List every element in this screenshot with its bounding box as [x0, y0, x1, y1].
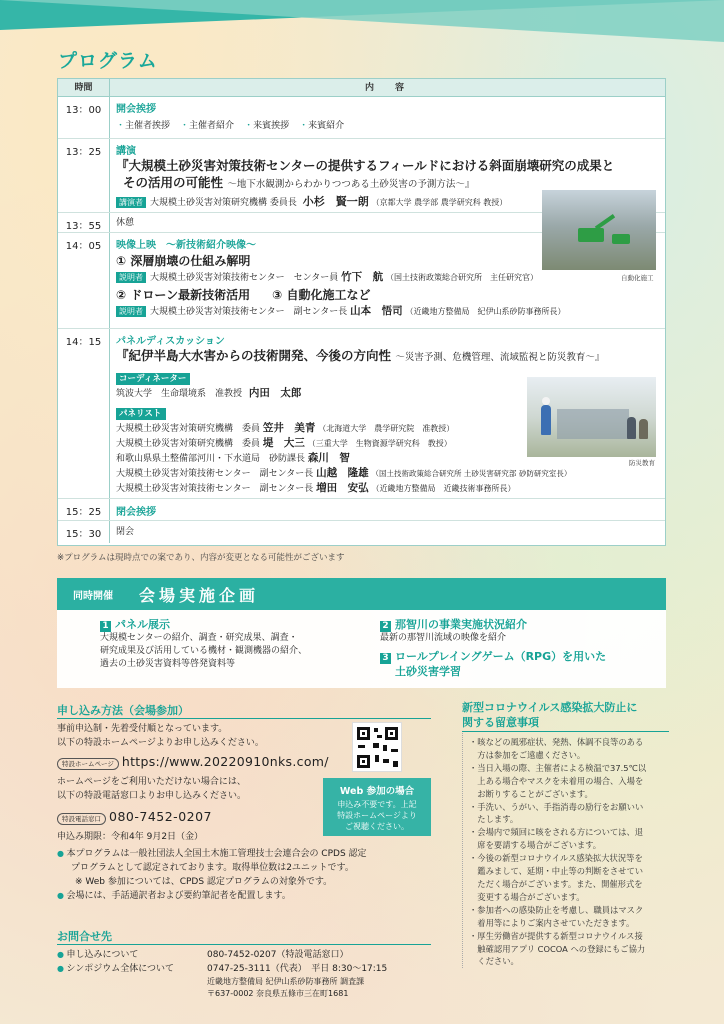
- event-item-2: 2 那智川の事業実施状況紹介: [380, 616, 527, 632]
- panelist: 大規模土砂災害対策研究機構 委員 笠井 美青 （北海道大学 農学研究院 准教授）: [116, 422, 455, 434]
- apply-tel-line: 特設電話窓口 080-7452-0207: [57, 810, 212, 826]
- opening-items: ・ 主催者挨拶・ 主催者紹介・ 来賓挨拶・ 来賓紹介: [116, 119, 659, 133]
- table-row: 14：05 映像上映 ～新技術紹介映像～ ① 深層崩壊の仕組み解明 説明者 大規模土砂災害対策技術センター センター員 竹下 航 （国土技術政策総合研究所 主任研究官） ② ドローン最新技術活用 ③ 自動化施工など 説明者 大規模土砂災害対策技術センター 副センター長 山本 悟司 （近畿地方整備局 紀伊山系砂防事務所長）: [58, 233, 665, 329]
- header-content: 内 容: [364, 83, 410, 93]
- panelist: 大規模土砂災害対策技術センター 副センター長 山越 隆雄 （国土技術政策総合研究所 土砂災害研究部 砂防研究室長）: [116, 467, 572, 479]
- row-label: 閉会挨拶: [116, 507, 156, 518]
- education-photo: [527, 377, 656, 457]
- apply-url-line: 特設ホームページ https://www.20220910nks.com/: [57, 755, 329, 771]
- panelist-tag: パネリスト: [116, 408, 166, 420]
- coordinator-tag: コーディネーター: [116, 373, 190, 385]
- table-row: 13：25 講演 『大規模土砂災害対策技術センターの提供するフィールドにおける斜面崩壊研究の成果と その活用の可能性 ～地下水観測からわかりつつある土砂災害の予測方法～』 講演者 大規模土砂災害対策研究機構 委員長 小杉 賢一朗 （京都大学 農学部 農学研究科 教授）: [58, 139, 665, 213]
- row-time: 13：00: [58, 97, 110, 138]
- row-time: 13：55: [58, 213, 110, 232]
- panelist: 和歌山県県土整備部河川・下水道局 砂防課長 森川 智: [116, 452, 350, 464]
- program-table-header: [58, 79, 665, 97]
- table-row: [58, 521, 665, 543]
- row-label: 休憩: [116, 218, 135, 228]
- apply-deadline: 申込み期限：令和4年 9月2日（金）: [57, 832, 204, 842]
- row-label: 閉会: [116, 527, 135, 537]
- coordinator: 筑波大学 生命環境系 准教授 内田 太郎: [116, 387, 302, 399]
- video-item-2-3: ② ドローン最新技術活用 ③ 自動化施工など: [116, 288, 371, 302]
- lecturer: 講演者 大規模土砂災害対策研究機構 委員長 小杉 賢一朗 （京都大学 農学部 農学研究科 教授）: [116, 195, 659, 210]
- event-item-3: 3 ロールプレイングゲーム（RPG）を用いた 土砂災害学習: [380, 649, 606, 679]
- lecture-title: 『大規模土砂災害対策技術センターの提供するフィールドにおける斜面崩壊研究の成果と: [116, 158, 615, 173]
- row-label: 講演: [116, 146, 136, 157]
- event-item-1: 1 パネル展示: [100, 616, 170, 632]
- apply-lines2: ホームページをご利用いただけない場合には、 以下の特設電話窓口よりお申し込みください。: [57, 777, 247, 801]
- apply-bullets: ● 本プログラムは一般社団法人全国土木施工管理技士会連合会の CPDS 認定 プログラムとして認定されております。取得単位数は2ユニットです。 ※ Web 参加については、CPDS 認定プログラムの対象外です。 ● 会場には、手話通訳者および要約筆記者を配置します。: [57, 847, 367, 903]
- photo-caption: 自動化施工: [621, 274, 654, 282]
- program-title: プログラム: [58, 50, 158, 72]
- web-title: Web 参加の場合: [339, 786, 415, 797]
- web-participation-box: [323, 778, 431, 836]
- row-time: 15：25: [58, 499, 110, 520]
- program-table: [57, 78, 666, 546]
- event-title: 会場実施企画: [139, 586, 260, 605]
- video-item-1: ① 深層崩壊の仕組み解明: [116, 254, 251, 268]
- row-time: 15：30: [58, 521, 110, 543]
- event-item-1-desc: 大規模センターの紹介、調査・研究成果、調査・ 研究成果及び活用している機材・観測機器の紹介、 過去の土砂災害資料等啓発資料等: [100, 633, 308, 669]
- table-row: [58, 499, 665, 521]
- web-lines: 申込み不要です。上記 特設ホームページより ご視聴ください。: [337, 800, 417, 831]
- photo-caption: 防災教育: [629, 459, 655, 467]
- event-item-2-desc: 最新の那智川流域の映像を紹介: [380, 633, 507, 643]
- event-header: [57, 578, 666, 610]
- qr-code[interactable]: [352, 722, 402, 772]
- program-note: ※プログラムは現時点での案であり、内容が変更となる可能性がございます: [57, 553, 345, 563]
- row-label: 開会挨拶: [116, 104, 156, 115]
- contact-rows: ● 申し込みについて 080-7452-0207（特設電話窓口） ● シンポジウム全体について 0747-25-3111（代表） 平日 8:30～17:15: [57, 948, 437, 976]
- panel-title: 『紀伊半島大水害からの技術開発、今後の方向性 ～災害予測、危機管理、流域監視と防災教育～』: [116, 348, 605, 363]
- event-tag: 同時開催: [73, 591, 113, 602]
- contact-office: 近畿地方整備局 紀伊山系砂防事務所 調査課 〒637-0002 奈良県五條市三在町1681: [207, 977, 365, 998]
- header-time: 時間: [58, 79, 110, 96]
- row-time: 13：25: [58, 139, 110, 212]
- table-row: [58, 97, 665, 139]
- row-label: 映像上映 ～新技術紹介映像～: [116, 240, 256, 251]
- apply-title: 申し込み方法（会場参加）: [57, 704, 189, 717]
- covid-notes: ・咳などの風邪症状、発熱、体調不良等のある 方は参加をご遠慮ください。 ・当日入場の際、主催者による検温で37.5℃以 上ある場合やマスクを未着用の場合、入場を お断りすることがございます。 ・手洗い、うがい、手指消毒の励行をお願いい たします。 ・会場内で頻回に咳をされる方については、退 席を要請する場合がございます。 ・今後の新型コロナウイルス感染拡大状況等を 鑑みまして、延期・中止等の判断をさせてい ただく場合がございます。また、開催形式を 変更する場合がございます。 ・参加者への感染防止を考慮し、職員はマスク 着用等によりご案内させていただきます。 ・厚生労働省が提供する新型コロナウイルス接 触確認用アプリ COCOA への登録にもご協力 ください。: [462, 733, 669, 968]
- top-decoration-band: [0, 0, 724, 42]
- row-time: 14：15: [58, 329, 110, 498]
- apply-url-link[interactable]: https://www.20220910nks.com/: [121, 754, 329, 769]
- row-time: 14：05: [58, 233, 110, 328]
- contact-title: お問合せ先: [57, 930, 112, 943]
- panelist: 大規模土砂災害対策技術センター 副センター長 増田 安弘 （近畿地方整備局 近畿技術事務所長）: [116, 482, 516, 494]
- construction-photo: [542, 190, 656, 270]
- apply-lines: 事前申込制・先着受付順となっています。 以下の特設ホームページよりお申し込みください。: [57, 724, 264, 748]
- row-label: パネルディスカッション: [116, 336, 225, 347]
- covid-title: 新型コロナウイルス感染拡大防止に 関する留意事項: [462, 701, 638, 729]
- panelist: 大規模土砂災害対策研究機構 委員 堤 大三 （三重大学 生物資源学研究科 教授）: [116, 437, 452, 449]
